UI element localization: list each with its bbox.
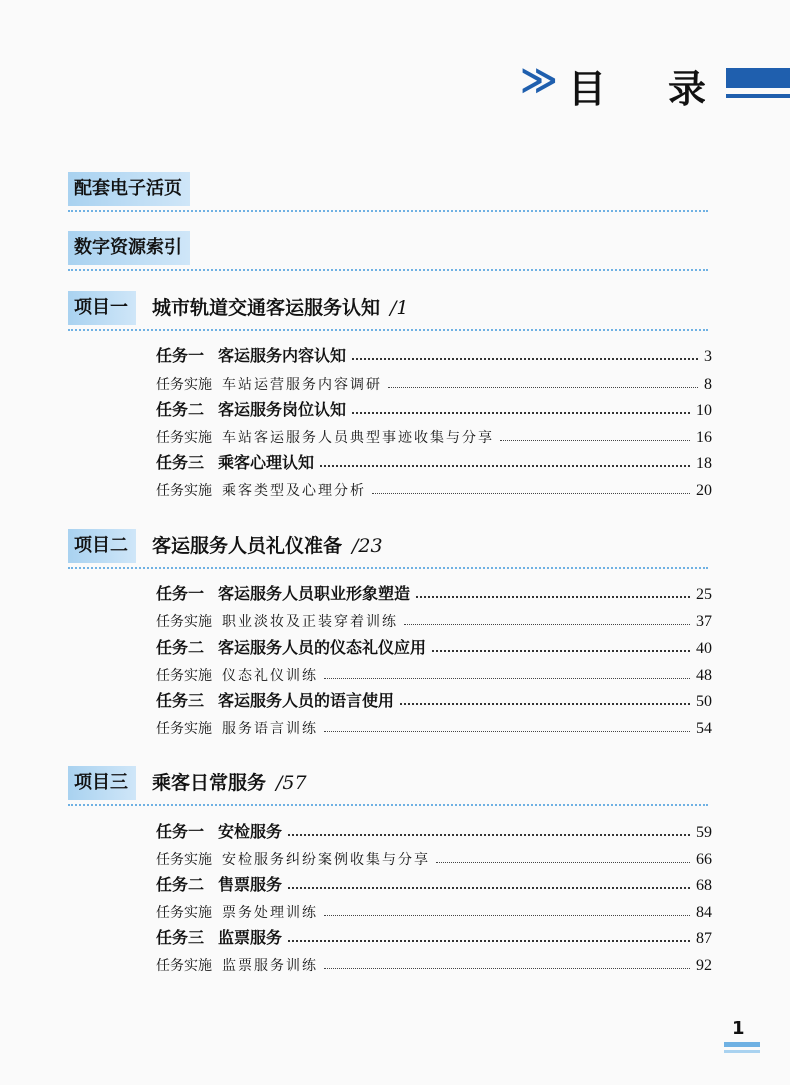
toc-entry-label: 任务实施 [156,483,212,499]
leader-dots [288,887,690,889]
leader-dots [500,440,690,441]
toc-entry-label: 任务实施 [156,721,212,737]
toc-entry-page: 59 [696,824,712,841]
toc-entry[interactable] [156,578,712,604]
project-1-title-text: 城市轨道交通客运服务认知 [152,297,381,319]
toc-entry-page: 92 [696,957,712,974]
toc-entry-page: 10 [696,402,712,419]
toc-entry-title: 乘客心理认知 [218,453,315,472]
toc-entry-title: 服务语言训练 [222,721,318,737]
toc-entry[interactable] [156,922,712,948]
toc-entry-page: 87 [696,930,712,947]
toc-entry-title: 安检服务纠纷案例收集与分享 [222,852,430,868]
section-divider [68,804,708,806]
toc-entry-page: 66 [696,851,712,868]
toc-entry-label: 任务实施 [156,958,212,974]
toc-entry[interactable] [156,421,712,447]
toc-entry-page: 8 [704,376,712,393]
toc-entry-label: 任务实施 [156,852,212,868]
toc-entry-page: 20 [696,482,712,499]
toc-entry-title: 客运服务岗位认知 [218,400,347,419]
toc-entry-title: 客运服务人员职业形象塑造 [218,584,411,603]
toc-entry-label: 任务实施 [156,668,212,684]
toc-entry-page: 50 [696,693,712,710]
toc-entry[interactable] [156,659,712,685]
toc-entry-page: 16 [696,429,712,446]
leader-dots [352,358,698,360]
toc-entry[interactable] [156,712,712,738]
toc-entry-label: 任务二 [156,638,205,657]
toc-entry-title: 车站运营服务内容调研 [222,377,382,393]
toc-entry-label: 任务二 [156,875,205,894]
project-3-page: /57 [276,772,307,794]
project-2-tag[interactable]: 项目二 [68,529,136,563]
toc-entry-title: 客运服务内容认知 [218,346,347,365]
toc-entry-title: 车站客运服务人员典型事迹收集与分享 [222,430,494,446]
leader-dots [416,596,690,598]
section-electronic-pages[interactable]: 配套电子活页 [68,172,190,206]
toc-entry-title: 客运服务人员的仪态礼仪应用 [218,638,427,657]
toc-entry-label: 任务实施 [156,905,212,921]
leader-dots [324,968,690,969]
toc-entry[interactable] [156,605,712,631]
section-divider [68,567,708,569]
project-3-title[interactable] [152,766,307,800]
section-divider [68,329,708,331]
project-2-page: /23 [352,535,383,557]
project-1-page: /1 [390,297,409,319]
toc-entry-title: 职业淡妆及正装穿着训练 [222,614,398,630]
leader-dots [324,731,690,732]
toc-entry-title: 售票服务 [218,875,283,894]
toc-entry-page: 25 [696,586,712,603]
toc-entry[interactable] [156,869,712,895]
toc-entry[interactable] [156,394,712,420]
toc-entry-page: 68 [696,877,712,894]
toc-entry-label: 任务三 [156,928,205,947]
leader-dots [324,678,690,679]
leader-dots [324,915,690,916]
toc-entry-title: 监票服务 [218,928,283,947]
toc-entry[interactable] [156,632,712,658]
leader-dots [404,624,690,625]
project-2-title[interactable] [152,529,383,563]
page-number-accent [724,1042,760,1047]
toc-entry-title: 仪态礼仪训练 [222,668,318,684]
header-accent-bar [726,68,790,88]
leader-dots [288,834,690,836]
double-chevron-icon: ≫ [520,60,548,101]
toc-entry-page: 40 [696,640,712,657]
leader-dots [432,650,690,652]
toc-entry[interactable] [156,896,712,922]
toc-entry-page: 54 [696,720,712,737]
toc-entry-title: 乘客类型及心理分析 [222,483,366,499]
toc-entry-page: 18 [696,455,712,472]
toc-entry-title: 安检服务 [218,822,283,841]
toc-entry-page: 84 [696,904,712,921]
header-accent-line [726,94,790,98]
section-divider [68,210,708,212]
toc-entry-page: 48 [696,667,712,684]
toc-entry-title: 客运服务人员的语言使用 [218,691,395,710]
toc-entry[interactable] [156,816,712,842]
project-2-title-text: 客运服务人员礼仪准备 [152,535,343,557]
leader-dots [372,493,690,494]
toc-title-char-2: 录 [668,67,707,111]
toc-entry-title: 票务处理训练 [222,905,318,921]
toc-entry-label: 任务二 [156,400,205,419]
toc-entry-label: 任务三 [156,691,205,710]
toc-entry[interactable] [156,340,712,366]
page-number-accent-light [724,1050,760,1053]
leader-dots [352,412,690,414]
toc-entry-label: 任务实施 [156,614,212,630]
toc-entry-label: 任务实施 [156,430,212,446]
toc-entry-page: 37 [696,613,712,630]
toc-entry-label: 任务实施 [156,377,212,393]
toc-entry-label: 任务三 [156,453,205,472]
toc-entry-label: 任务一 [156,584,205,603]
section-divider [68,269,708,271]
project-1-title[interactable] [152,291,409,325]
toc-entry-page: 3 [704,348,712,365]
toc-entry[interactable] [156,447,712,473]
toc-header [520,58,790,111]
toc-entry[interactable] [156,685,712,711]
section-digital-index[interactable]: 数字资源索引 [68,231,190,265]
leader-dots [288,940,690,942]
toc-entry[interactable] [156,474,712,500]
toc-entry-label: 任务一 [156,346,205,365]
leader-dots [436,862,690,863]
page-number: 1 [732,1018,745,1039]
toc-title-char-1: 目 [568,67,607,111]
toc-entry[interactable] [156,368,712,394]
toc-entry[interactable] [156,843,712,869]
project-3-title-text: 乘客日常服务 [152,772,267,794]
leader-dots [388,387,698,388]
leader-dots [400,703,690,705]
project-1-tag[interactable]: 项目一 [68,291,136,325]
toc-entry-title: 监票服务训练 [222,958,318,974]
project-3-tag[interactable]: 项目三 [68,766,136,800]
toc-entry-label: 任务一 [156,822,205,841]
toc-entry[interactable] [156,949,712,975]
leader-dots [320,465,690,467]
